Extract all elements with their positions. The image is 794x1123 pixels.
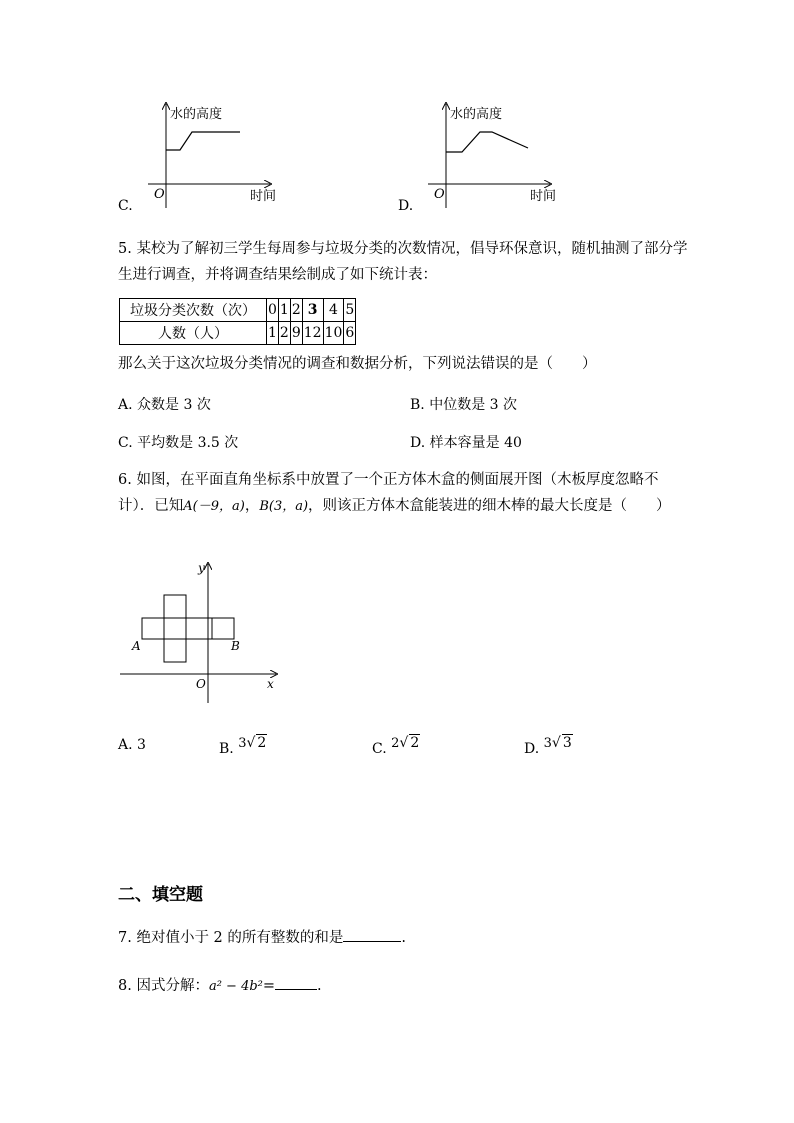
sqrt-sign: √ 3	[551, 735, 572, 751]
table-cell: 3	[302, 299, 323, 322]
radicand: 2	[410, 735, 420, 751]
point-b: B(3，a)	[259, 499, 309, 514]
y-axis-label: 水的高度	[450, 107, 503, 122]
table-row-count	[120, 299, 356, 322]
q8-answer-blank[interactable]	[275, 975, 317, 990]
graph-d-figure	[420, 96, 570, 216]
q6-option-d-label: D.	[524, 741, 540, 757]
question-6-text	[118, 467, 688, 520]
q8-equals: =	[262, 978, 276, 994]
table-cell: 0	[267, 299, 279, 322]
y-axis-label: 水的高度	[170, 107, 223, 122]
table-cell: 9	[290, 322, 302, 345]
table-cell: 1	[267, 322, 279, 345]
x-axis-label: 时间	[530, 189, 557, 204]
cube-net-bottom-face	[164, 639, 186, 662]
q6-option-a-value: 3	[137, 737, 146, 753]
q7-end: .	[401, 930, 406, 946]
q8-expression: a² − 4b²	[208, 979, 263, 994]
q5-option-c[interactable]: C. 平均数是 3.5 次	[118, 435, 239, 451]
radicand: 2	[257, 735, 267, 751]
question-5-text: 5. 某校为了解初三学生每周参与垃圾分类的次数情况，倡导环保意识，随机抽测了部分学生进行调查，并将调查结果绘制成了如下统计表：	[118, 241, 688, 283]
q6-option-d-coef: 3	[543, 736, 552, 751]
table-cell: 1	[278, 299, 290, 322]
q8-end: .	[317, 978, 322, 994]
statistics-table	[119, 298, 356, 345]
table-cell: 5	[344, 299, 356, 322]
table-cell: 10	[323, 322, 344, 345]
q7-answer-blank[interactable]	[343, 927, 401, 942]
q7-text: 7. 绝对值小于 2 的所有整数的和是	[118, 930, 344, 946]
q6-option-b[interactable]	[219, 735, 267, 757]
graph-c-figure	[140, 96, 290, 216]
q6-option-a[interactable]	[118, 737, 146, 753]
point-a: A(－9，a)	[183, 499, 245, 514]
question-8	[118, 973, 688, 1000]
q6-option-c[interactable]	[372, 735, 420, 757]
x-label: x	[267, 677, 274, 691]
section-title: 二、填空题	[118, 885, 203, 905]
option-d-label: D.	[398, 198, 414, 214]
table-cell: 2	[290, 299, 302, 322]
table-header-count: 垃圾分类次数（次）	[120, 299, 267, 322]
option-c-label: C.	[118, 198, 133, 214]
table-cell: 2	[278, 322, 290, 345]
origin-label: O	[196, 677, 206, 691]
q5-option-b[interactable]: B. 中位数是 3 次	[410, 397, 517, 413]
q6-option-a-label: A.	[118, 737, 133, 753]
q6-option-c-coef: 2	[391, 736, 400, 751]
q6-option-c-label: C.	[372, 741, 387, 757]
sqrt-sign: √ 2	[399, 735, 420, 751]
q6-option-b-label: B.	[219, 741, 234, 757]
q6-option-b-coef: 3	[238, 736, 247, 751]
cube-net-figure	[116, 558, 286, 708]
table-row-people	[120, 322, 356, 345]
question-7	[118, 925, 688, 951]
point-a-label: A	[132, 639, 141, 653]
cube-net-top-face	[164, 595, 186, 618]
table-cell: 12	[302, 322, 323, 345]
water-level-line	[446, 132, 528, 152]
point-b-label: B	[231, 639, 240, 653]
q6-separator: ，	[244, 498, 260, 514]
q6-text-part1: 6. 如图，在平面直角坐标系中放置了一个正方体木盒的侧面展开图（木板厚度忽略不计）．已知	[118, 472, 659, 514]
q6-option-d[interactable]	[524, 735, 573, 757]
y-label: y	[198, 561, 205, 575]
table-cell: 6	[344, 322, 356, 345]
x-axis-label: 时间	[250, 189, 277, 204]
radicand: 3	[562, 735, 572, 751]
water-level-line	[166, 132, 240, 150]
q5-option-d[interactable]: D. 样本容量是 40	[410, 435, 522, 451]
question-5-prompt: 那么关于这次垃圾分类情况的调查和数据分析，下列说法错误的是（ ）	[118, 356, 597, 372]
cube-net-row	[142, 618, 234, 639]
sqrt-sign: √ 2	[246, 735, 267, 751]
origin-label: O	[434, 187, 445, 202]
q8-text: 8. 因式分解：	[118, 978, 209, 994]
table-cell: 4	[323, 299, 344, 322]
table-header-people: 人数（人）	[120, 322, 267, 345]
q6-text-part2: ，则该正方体木盒能装进的细木棒的最大长度是（ ）	[308, 498, 671, 514]
q5-option-a[interactable]: A. 众数是 3 次	[118, 397, 211, 413]
origin-label: O	[154, 187, 165, 202]
